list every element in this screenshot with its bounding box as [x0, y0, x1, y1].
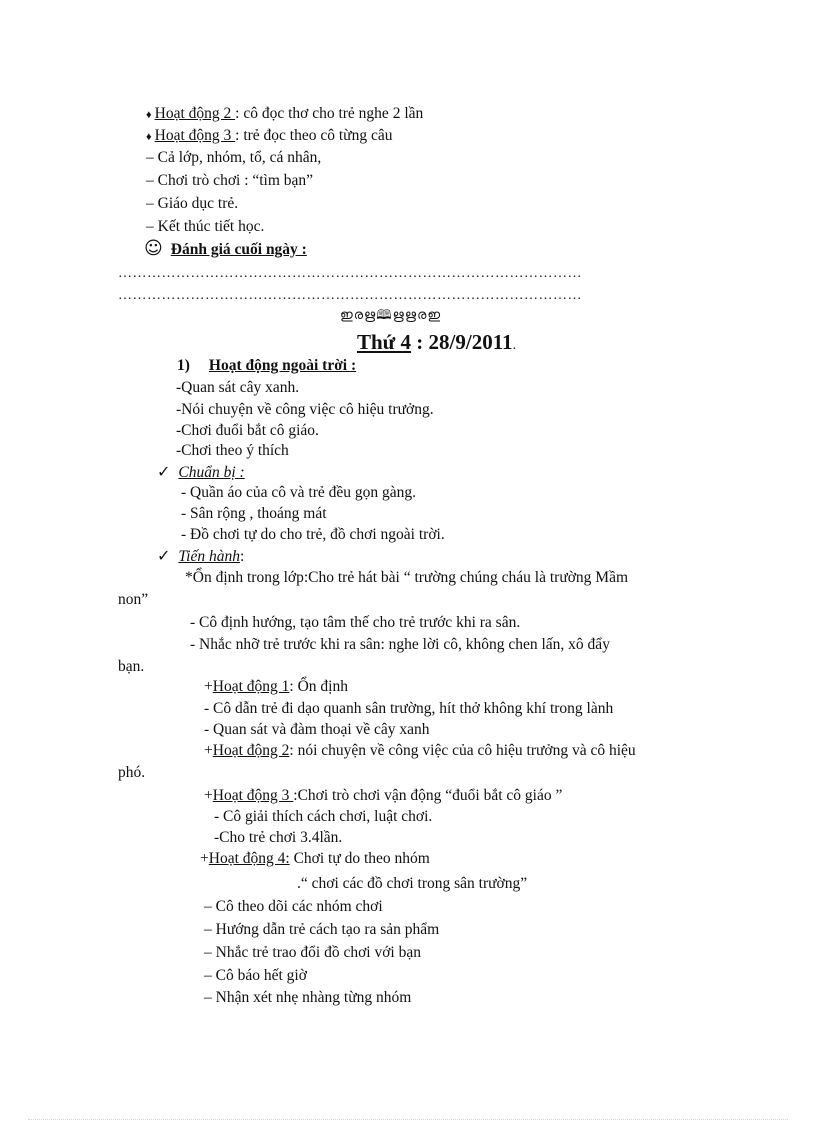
section-title: Hoạt động ngoài trời :: [208, 357, 357, 374]
procedure-step-cont: bạn.: [118, 658, 145, 675]
activity-3b-label: Hoạt động 3: [212, 787, 294, 804]
dotted-line: ……………………………………………………………………………………: [118, 266, 582, 281]
activity-2-line: [146, 104, 423, 125]
plus-marker: +: [204, 678, 213, 695]
plus-marker: +: [200, 850, 209, 867]
section-number: 1): [177, 357, 190, 374]
list-item: – Hướng dẫn trẻ cách tạo ra sản phẩm: [204, 921, 440, 938]
procedure-step: - Cô định hướng, tạo tâm thế cho trẻ trước khi ra sân.: [190, 614, 521, 631]
list-item: – Kết thúc tiết học.: [146, 218, 265, 235]
activity-4-heading: [200, 849, 430, 869]
procedure-step: - Nhắc nhỡ trẻ trước khi ra sân: nghe lời cô, không chen lấn, xô đẩy: [190, 636, 610, 653]
list-item: – Nhận xét nhẹ nhàng từng nhóm: [204, 989, 412, 1006]
activity-detail: -Cho trẻ chơi 3.4lần.: [214, 829, 343, 846]
activity-1-label: Hoạt động 1: [212, 678, 290, 695]
procedure-step: *Ổn định trong lớp:Cho trẻ hát bài “ trường chúng cháu là trường Mầm: [185, 569, 629, 586]
list-item: – Nhắc trẻ trao đổi đồ chơi với bạn: [204, 944, 421, 961]
evaluation-label: Đánh giá cuối ngày :: [170, 241, 307, 258]
activity-2-heading: [204, 741, 636, 761]
procedure-step-cont: non”: [118, 591, 149, 608]
prep-item: - Quần áo của cô và trẻ đều gọn gàng.: [181, 484, 416, 501]
objective-item: -Chơi đuổi bắt cô giáo.: [176, 422, 319, 439]
evaluation-heading: [144, 239, 307, 260]
list-item: – Cô báo hết giờ: [204, 967, 307, 984]
title-day: Thứ 4: [357, 330, 412, 354]
page-bottom-rule: [28, 1119, 788, 1120]
activity-detail-cont: phó.: [118, 764, 146, 781]
smiley-icon: ☺: [144, 238, 163, 259]
diamond-bullet-icon: ♦: [146, 131, 152, 143]
activity-detail: - Quan sát và đàm thoại về cây xanh: [204, 721, 430, 738]
prep-item: - Sân rộng , thoáng mát: [181, 505, 327, 522]
activity-4-label: Hoạt động 4:: [208, 850, 290, 867]
objective-item: -Chơi theo ý thích: [176, 442, 289, 459]
procedure-label: Tiến hành: [178, 548, 240, 565]
prep-heading: [157, 462, 245, 483]
title-dot: .: [512, 338, 517, 353]
activity-3-line: [146, 126, 392, 147]
activity-1-text: : Ổn định: [289, 678, 348, 695]
ornament-divider: ഇരഋ🕮ഋഋരഇ: [340, 308, 442, 323]
checkmark-icon: ✓: [157, 546, 171, 565]
list-item: – Cô theo dõi các nhóm chơi: [204, 898, 383, 915]
title-date: : 28/9/2011: [411, 330, 513, 354]
objective-item: -Nói chuyện về công việc cô hiệu trưởng.: [176, 401, 434, 418]
prep-label: Chuẩn bị :: [178, 464, 245, 481]
activity-3-heading: [204, 786, 562, 806]
dotted-line: ……………………………………………………………………………………: [118, 288, 582, 303]
activity-3-text: : trẻ đọc theo cô từng câu: [235, 127, 393, 144]
list-item: – Cả lớp, nhóm, tổ, cá nhân,: [146, 149, 322, 166]
activity-2b-text: : nói chuyện về công việc của cô hiệu trưởng và cô hiệu: [289, 742, 636, 759]
procedure-colon: :: [239, 548, 245, 565]
prep-item: - Đồ chơi tự do cho trẻ, đồ chơi ngoài trời.: [181, 526, 445, 543]
section-heading: [177, 356, 356, 376]
activity-3-label: Hoạt động 3: [154, 127, 236, 144]
page-title: [357, 329, 516, 359]
activity-detail: - Cô dẫn trẻ đi dạo quanh sân trường, hít thở không khí trong lành: [204, 700, 614, 717]
list-item: – Giáo dục trẻ.: [146, 195, 239, 212]
list-item: – Chơi trò chơi : “tìm bạn”: [146, 172, 314, 189]
activity-detail: - Cô giải thích cách chơi, luật chơi.: [214, 808, 433, 825]
objective-item: -Quan sát cây xanh.: [176, 379, 300, 396]
activity-detail: .“ chơi các đồ chơi trong sân trường”: [297, 875, 528, 892]
plus-marker: +: [204, 787, 213, 804]
activity-3b-text: :Chơi trò chơi vận động “đuổi bắt cô giáo ”: [293, 787, 563, 804]
procedure-heading: [157, 546, 244, 567]
activity-1-heading: [204, 677, 348, 697]
diamond-bullet-icon: ♦: [146, 109, 152, 121]
activity-2b-label: Hoạt động 2: [212, 742, 290, 759]
activity-2-label: Hoạt động 2: [154, 105, 236, 122]
activity-2-text: : cô đọc thơ cho trẻ nghe 2 lần: [235, 105, 424, 122]
activity-4-text: Chơi tự do theo nhóm: [289, 850, 430, 867]
plus-marker: +: [204, 742, 213, 759]
checkmark-icon: ✓: [157, 462, 171, 481]
